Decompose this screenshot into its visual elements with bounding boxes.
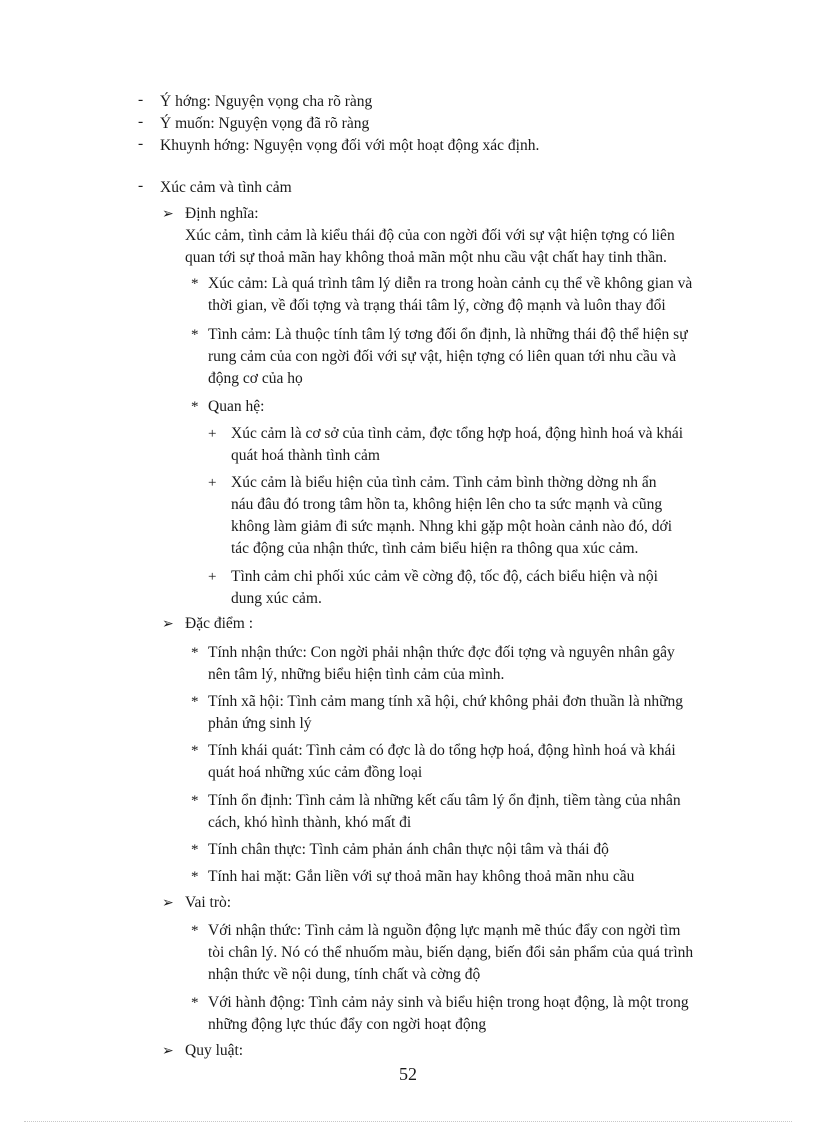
definition-item-line: rung cảm của con ngời đối với sự vật, hiện tợng có liên quan tới nhu cầu và (208, 348, 677, 365)
star-bullet-icon: * (191, 327, 199, 343)
plus-bullet-icon: + (208, 569, 217, 585)
bullet-text: Khuynh hớng: Nguyện vọng đối với một hoạt động xác định. (160, 137, 540, 154)
definition-item-line: Tình cảm: Là thuộc tính tâm lý tơng đối ổn định, là những thái độ thể hiện sự (208, 326, 688, 343)
laws-heading: Quy luật: (185, 1042, 244, 1059)
plus-bullet-icon: + (208, 426, 217, 442)
star-bullet-icon: * (191, 276, 199, 292)
feature-line: quát hoá những xúc cảm đồng loại (208, 764, 423, 781)
definition-item-line: thời gian, về đối tợng và trạng thái tâm lý, cờng độ mạnh và luôn thay đổi (208, 297, 666, 314)
arrow-bullet-icon: ➢ (162, 1043, 174, 1059)
page-bottom-divider (24, 1121, 792, 1122)
roles-heading: Vai trò: (185, 894, 232, 911)
definition-item-line: động cơ của họ (208, 370, 303, 387)
relation-line: tác động của nhận thức, tình cảm biểu hiện ra thông qua xúc cảm. (231, 540, 639, 557)
features-heading: Đặc điểm : (185, 615, 254, 632)
relation-line: quát hoá thành tình cảm (231, 447, 380, 464)
feature-line: Tính hai mặt: Gắn liền với sự thoả mãn hay không thoả mãn nhu cầu (208, 868, 635, 885)
feature-line: Tính xã hội: Tình cảm mang tính xã hội, chứ không phải đơn thuần là những (208, 693, 683, 710)
bullet-text: Ý muốn: Nguyện vọng đã rõ ràng (160, 115, 370, 132)
definition-heading: Định nghĩa: (185, 205, 259, 222)
section-title: Xúc cảm và tình cảm (160, 179, 292, 196)
star-bullet-icon: * (191, 842, 199, 858)
relation-line: Xúc cảm là cơ sở của tình cảm, đợc tổng hợp hoá, động hình hoá và khái (231, 425, 684, 442)
feature-line: cách, khó hình thành, khó mất đi (208, 814, 412, 831)
arrow-bullet-icon: ➢ (162, 206, 174, 222)
relation-line: náu đâu đó trong tâm hồn ta, không hiện lên cho ta sức mạnh và cũng (231, 496, 663, 513)
definition-text-line: quan tới sự thoả mãn hay không thoả mãn một nhu cầu vật chất hay tinh thần. (185, 249, 667, 266)
dash-bullet: - (138, 135, 144, 152)
star-bullet-icon: * (191, 743, 199, 759)
dash-bullet: - (138, 91, 144, 108)
star-bullet-icon: * (191, 995, 199, 1011)
role-line: tòi chân lý. Nó có thể nhuốm màu, biến dạng, biến đổi sản phẩm của quá trình (208, 944, 694, 961)
arrow-bullet-icon: ➢ (162, 895, 174, 911)
feature-line: Tính nhận thức: Con ngời phải nhận thức đợc đối tợng và nguyên nhân gây (208, 644, 675, 661)
dash-bullet: - (138, 113, 144, 130)
star-bullet-icon: * (191, 793, 199, 809)
plus-bullet-icon: + (208, 475, 217, 491)
star-bullet-icon: * (191, 399, 199, 415)
dash-bullet: - (138, 177, 144, 194)
star-bullet-icon: * (191, 869, 199, 885)
role-line: những động lực thúc đẩy con ngời hoạt động (208, 1016, 487, 1033)
page-number: 52 (399, 1064, 417, 1084)
arrow-bullet-icon: ➢ (162, 616, 174, 632)
definition-text-line: Xúc cảm, tình cảm là kiểu thái độ của con ngời đối với sự vật hiện tợng có liên (185, 227, 675, 244)
definition-item-line: Quan hệ: (208, 398, 265, 415)
role-line: nhận thức về nội dung, tính chất và cờng độ (208, 966, 481, 983)
feature-line: Tính ổn định: Tình cảm là những kết cấu tâm lý ổn định, tiềm tàng của nhân (208, 792, 681, 809)
feature-line: Tính chân thực: Tình cảm phản ánh chân thực nội tâm và thái độ (208, 841, 609, 858)
relation-line: Tình cảm chi phối xúc cảm về cờng độ, tốc độ, cách biểu hiện và nội (231, 568, 658, 585)
feature-line: phản ứng sinh lý (208, 715, 312, 732)
bullet-text: Ý hớng: Nguyện vọng cha rõ ràng (160, 93, 373, 110)
star-bullet-icon: * (191, 645, 199, 661)
role-line: Với hành động: Tình cảm nảy sinh và biểu hiện trong hoạt động, là một trong (208, 994, 689, 1011)
feature-line: nên tâm lý, những biểu hiện tình cảm của mình. (208, 666, 505, 683)
relation-line: Xúc cảm là biểu hiện của tình cảm. Tình cảm bình thờng dờng nh ẩn (231, 474, 657, 491)
definition-item-line: Xúc cảm: Là quá trình tâm lý diễn ra trong hoàn cảnh cụ thể về không gian và (208, 275, 693, 292)
feature-line: Tính khái quát: Tình cảm có đợc là do tổng hợp hoá, động hình hoá và khái (208, 742, 676, 759)
star-bullet-icon: * (191, 923, 199, 939)
role-line: Với nhận thức: Tình cảm là nguồn động lực mạnh mẽ thúc đẩy con ngời tìm (208, 922, 681, 939)
relation-line: dung xúc cảm. (231, 590, 322, 607)
star-bullet-icon: * (191, 694, 199, 710)
relation-line: không làm giảm đi sức mạnh. Nhng khi gặp một hoàn cảnh nào đó, dới (231, 518, 673, 535)
